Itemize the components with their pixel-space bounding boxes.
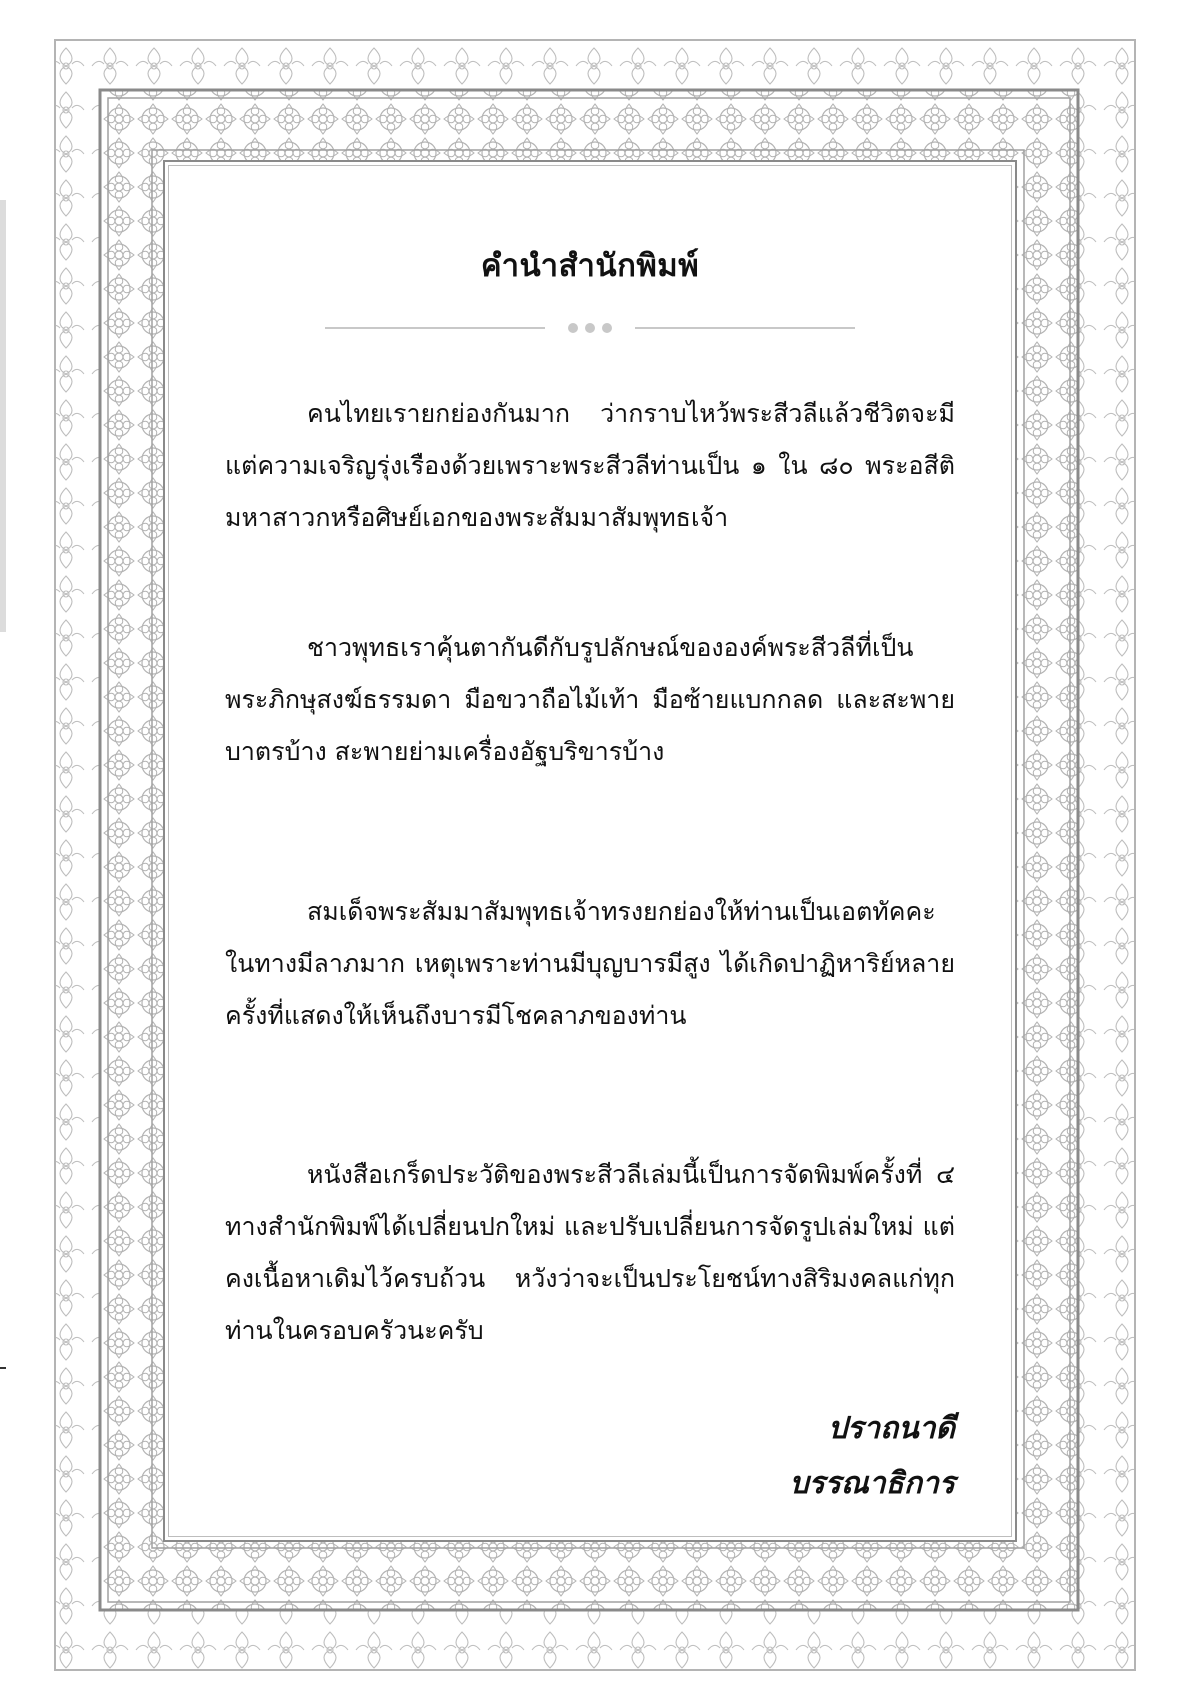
paragraph-2: ชาวพุทธเราคุ้นตากันดีกับรูปลักษณ์ขององค์พระสีวลีที่เป็นพระภิกษุสงฆ์ธรรมดา มือขวาถือไม้เท้า มือซ้ายแบกกลด และสะพายบาตรบ้าง สะพายย่ามเครื่องอัฐบริขารบ้าง — [225, 633, 955, 766]
paragraph-1: คนไทยเรายกย่องกันมาก ว่ากราบไหว้พระสีวลีแล้วชีวิตจะมีแต่ความเจริญรุ่งเรืองด้วยเพราะพระสีวลีท่านเป็น ๑ ใน ๘๐ พระอสีติมหาสาวกหรือศิษย์เอกของพระสัมมาสัมพุทธเจ้า — [225, 399, 955, 532]
content-panel — [163, 160, 1017, 1542]
paragraph-4: หนังสือเกร็ดประวัติของพระสีวลีเล่มนี้เป็นการจัดพิมพ์ครั้งที่ ๔ ทางสำนักพิมพ์ได้เปลี่ยนปกใหม่ และปรับเปลี่ยนการจัดรูปเล่มใหม่ แต่คงเนื้อหาเดิมไว้ครบถ้วน หวังว่าจะเป็นประโยชน์ทางสิริมงคลแก่ทุกท่านในครอบครัวนะครับ — [225, 1160, 955, 1345]
paragraph-3: สมเด็จพระสัมมาสัมพุทธเจ้าทรงยกย่องให้ท่านเป็นเอตทัคคะในทางมีลาภมาก เหตุเพราะท่านมีบุญบารมีสูง ได้เกิดปาฏิหาริย์หลายครั้งที่แสดงให้เห็นถึงบารมีโชคลาภของท่าน — [225, 897, 955, 1030]
signature-line: บรรณาธิการ — [789, 1466, 955, 1501]
page-title: คำนำสำนักพิมพ์ — [480, 248, 700, 284]
closing-line: ปราถนาดี — [827, 1411, 955, 1446]
title-divider — [325, 322, 855, 334]
